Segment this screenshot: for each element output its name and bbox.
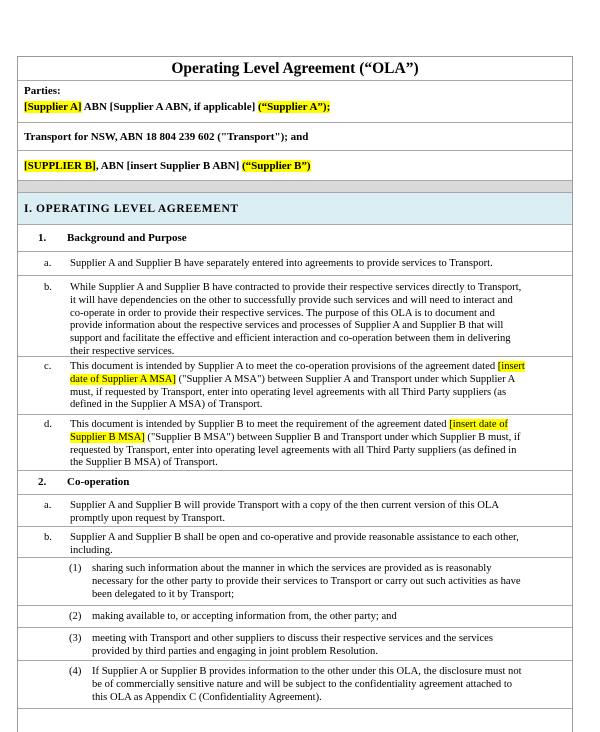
supplier-b-tag: [SUPPLIER B] xyxy=(24,160,96,172)
sub-item-label: (2) xyxy=(69,611,82,622)
sub-list-item xyxy=(18,661,572,709)
item-label: b. xyxy=(44,282,52,293)
sub-item-label: (3) xyxy=(69,633,82,644)
sub-item-text: making available to, or accepting information from, the other party; and xyxy=(92,611,397,622)
item-label: a. xyxy=(44,258,52,269)
insert-date-highlight: Supplier B MSA] xyxy=(70,431,145,443)
item-label: a. xyxy=(44,500,52,511)
item-label: d. xyxy=(44,419,52,430)
sub-list-item xyxy=(18,558,572,606)
insert-date-highlight: [insert date of xyxy=(449,419,509,430)
section-heading: I. OPERATING LEVEL AGREEMENT xyxy=(18,193,572,225)
item-text: Supplier A and Supplier B will provide Transport with a copy of the then current version of this OLA promptly upon request by Transport. xyxy=(70,500,499,524)
insert-date-highlight: [insert xyxy=(497,361,525,372)
heading-number: 1. xyxy=(38,232,47,244)
list-item xyxy=(18,357,572,415)
parties-block xyxy=(18,81,572,123)
list-item xyxy=(18,495,572,527)
list-item xyxy=(18,252,572,276)
supplier-b-line xyxy=(18,151,572,181)
spacer-row xyxy=(18,181,572,193)
heading-cooperation xyxy=(18,471,572,495)
list-item xyxy=(18,276,572,357)
list-item xyxy=(18,415,572,471)
list-item xyxy=(18,527,572,558)
sub-item-label: (4) xyxy=(69,666,82,677)
supplier-a-alias: (“Supplier A”); xyxy=(258,101,331,113)
item-text: While Supplier A and Supplier B have contracted to provide their respective services directly to Transport, it will have dependencies on the other to successfully provide such services and will need to interact and co-operate in order to provide their respective services. The purpose of this OLA is to document and provide information about the respective services and processes of Supplier A and Supplier B that will support and facilitate the effective and efficient interaction and co-operation between them in delivering their respective services. xyxy=(70,282,522,357)
supplier-a-abn: ABN [Supplier A ABN, if applicable] xyxy=(81,101,259,113)
sub-item-text: sharing such information about the manner in which the services are provided as is reasonably necessary for the other party to provide their services to Transport or carry out such activities as have been delegated to it by Transport; xyxy=(92,563,521,600)
supplier-a-line xyxy=(24,101,566,114)
supplier-b-abn: , ABN [insert Supplier B ABN] xyxy=(95,160,242,172)
item-text: This document is intended by Supplier A to meet the co-operation provisions of the agreement dated [insert date of Supplier A MSA] ("Supplier A MSA") between Supplier A and Transport under which Supplier A must, if requested by Transport, enter into operating level agreements with all Third Party suppliers (as defined in the Supplier A MSA) of Transport. xyxy=(70,361,525,411)
heading-background xyxy=(18,225,572,252)
heading-number: 2. xyxy=(38,476,47,488)
supplier-a-tag: [Supplier A] xyxy=(24,101,82,113)
item-text: Supplier A and Supplier B shall be open and co-operative and provide reasonable assistance to each other, including. xyxy=(70,532,519,556)
sub-item-label: (1) xyxy=(69,563,82,574)
insert-date-highlight: date of Supplier A MSA] xyxy=(70,373,176,385)
item-text: Supplier A and Supplier B have separately entered into agreements to provide services to Transport. xyxy=(70,258,493,269)
sub-list-item xyxy=(18,628,572,661)
item-label: b. xyxy=(44,532,52,543)
transport-party: Transport for NSW, ABN 18 804 239 602 ("Transport"); and xyxy=(18,123,572,151)
item-label: c. xyxy=(44,361,52,372)
document-page xyxy=(17,56,573,732)
item-text: This document is intended by Supplier B to meet the requirement of the agreement dated [insert date of Supplier B MSA] ("Supplier B MSA") between Supplier B and Transport under which Supplier B must, if requested by Transport, enter into operating level agreements with all Third Party suppliers (as defined in the Supplier B MSA) of Transport. xyxy=(70,419,521,469)
heading-label: Co-operation xyxy=(67,476,130,488)
heading-label: Background and Purpose xyxy=(67,232,187,244)
sub-list-item xyxy=(18,606,572,628)
parties-label: Parties: xyxy=(24,85,61,97)
supplier-b-alias: (“Supplier B”) xyxy=(242,160,311,172)
sub-item-text: If Supplier A or Supplier B provides information to the other under this OLA, the disclosure must not be of commercially sensitive nature and will be subject to the confidentiality agreement attached to this OLA as Appendix C (Confidentiality Agreement). xyxy=(92,666,522,703)
document-title: Operating Level Agreement (“OLA”) xyxy=(18,57,572,81)
sub-item-text: meeting with Transport and other suppliers to discuss their respective services and the services provided by third parties and engaging in joint problem Resolution. xyxy=(92,633,493,657)
